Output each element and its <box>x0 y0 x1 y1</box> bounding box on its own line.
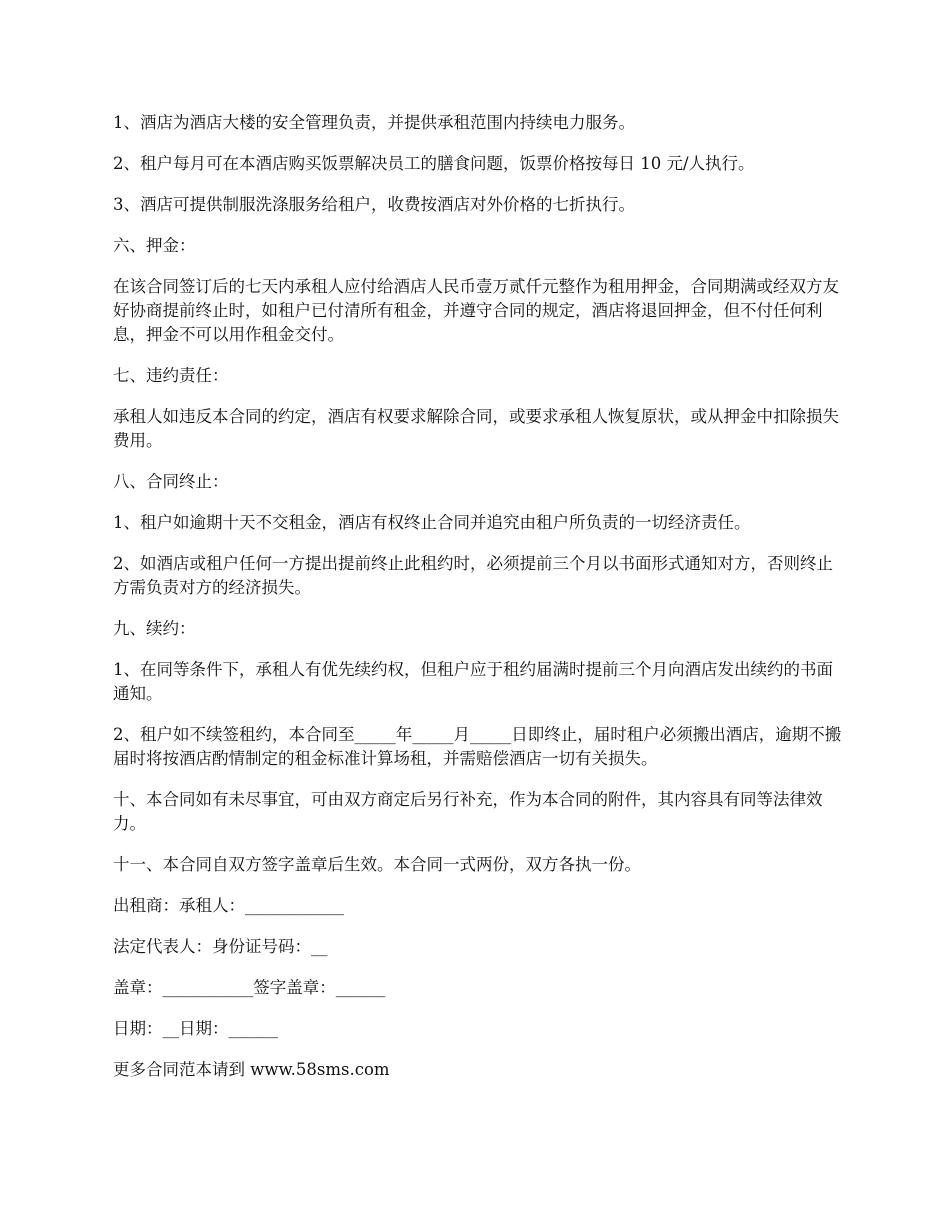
clause-11-paragraph: 十一、本合同自双方签字盖章后生效。本合同一式两份，双方各执一份。 <box>113 855 641 874</box>
document-body <box>113 111 843 1099</box>
clause-5-item-2: 2、租户每月可在本酒店购买饭票解决员工的膳食问题，饭票价格按每日 10 元/人执行。 <box>113 154 755 173</box>
termination-item-2: 2、如酒店或租户任何一方提出提前终止此租约时，必须提前三个月以书面形式通知对方，否则终止方需负责对方的经济损失。 <box>113 554 833 597</box>
clause-10-paragraph: 十、本合同如有未尽事宜，可由双方商定后另行补充，作为本合同的附件，其内容具有同等法律效力。 <box>113 790 823 833</box>
section-heading-deposit: 六、押金： <box>113 236 196 255</box>
signature-lessor-lessee: 出租商：承租人：____________ <box>113 896 344 915</box>
signature-date: 日期：__日期：______ <box>113 1019 278 1038</box>
clause-5-item-3: 3、酒店可提供制服洗涤服务给租户，收费按酒店对外价格的七折执行。 <box>113 195 635 214</box>
signature-seal: 盖章：___________签字盖章：______ <box>113 978 386 997</box>
section-heading-renewal: 九、续约： <box>113 619 196 638</box>
renewal-item-1: 1、在同等条件下，承租人有优先续约权，但租户应于租约届满时提前三个月向酒店发出续约的书面通知。 <box>113 660 833 703</box>
signature-legal-rep-id: 法定代表人：身份证号码：__ <box>113 937 328 956</box>
termination-item-1: 1、租户如逾期十天不交租金，酒店有权终止合同并追究由租户所负责的一切经济责任。 <box>113 513 751 532</box>
clause-5-item-1: 1、酒店为酒店大楼的安全管理负责，并提供承租范围内持续电力服务。 <box>113 113 635 132</box>
section-heading-breach: 七、违约责任： <box>113 366 229 385</box>
breach-paragraph: 承租人如违反本合同的约定，酒店有权要求解除合同，或要求承租人恢复原状，或从押金中扣除损失费用。 <box>113 407 839 450</box>
renewal-item-2: 2、租户如不续签租约，本合同至_____年_____月_____日即终止，届时租户必须搬出酒店，逾期不搬届时将按酒店酌情制定的租金标准计算场租，并需赔偿酒店一切有关损失。 <box>113 725 842 768</box>
footer-link-text: 更多合同范本请到 www.58sms.com <box>113 1060 390 1079</box>
section-heading-termination: 八、合同终止： <box>113 472 229 491</box>
deposit-paragraph: 在该合同签订后的七天内承租人应付给酒店人民币壹万贰仟元整作为租用押金，合同期满或经双方友好协商提前终止时，如租户已付清所有租金，并遵守合同的规定，酒店将退回押金，但不付任何利息，押金不可以用作租金交付。 <box>113 277 839 344</box>
